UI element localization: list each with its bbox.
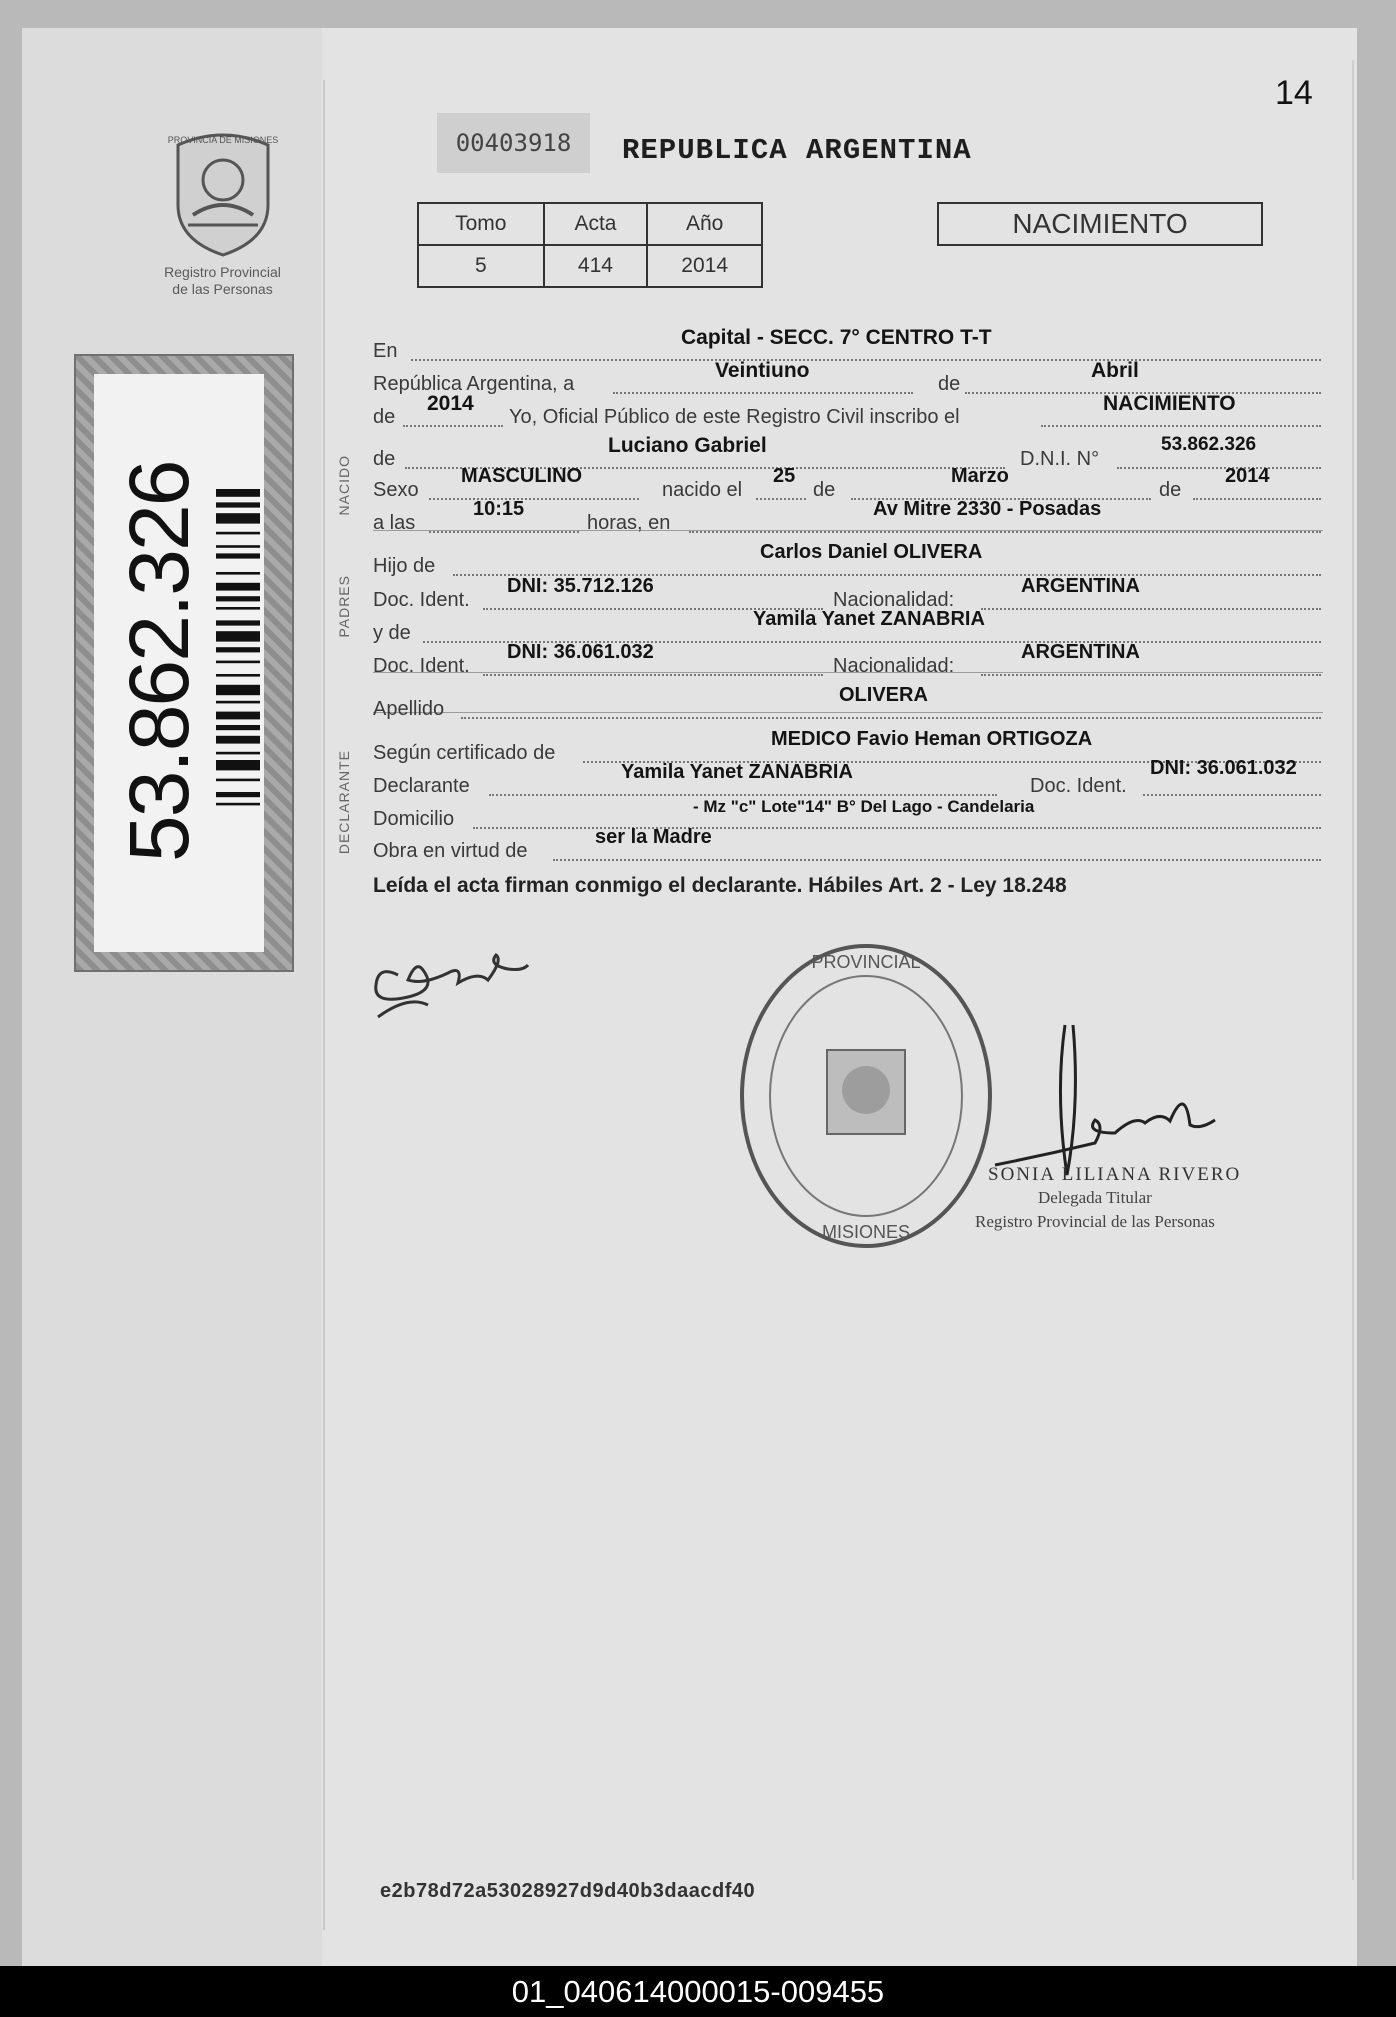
label-de: de	[373, 448, 396, 470]
label-de: de	[373, 406, 396, 428]
footer-id-bar	[0, 1966, 1396, 2017]
row-address	[373, 796, 1323, 830]
label-en: En	[373, 340, 398, 362]
label-obra: Obra en virtud de	[373, 840, 528, 862]
value-year: 2014	[427, 392, 474, 415]
label-de: de	[938, 373, 961, 395]
label-segun-certificado: Según certificado de	[373, 742, 556, 764]
svg-text:MISIONES: MISIONES	[821, 1222, 911, 1242]
row-time	[373, 500, 1323, 534]
label-y-de: y de	[373, 622, 411, 644]
dotted-line	[403, 425, 503, 427]
serial-number: 00403918	[437, 113, 590, 173]
right-margin-line	[1352, 60, 1354, 1880]
closing-statement: Leída el acta firman conmigo el declarante. Hábiles Art. 2 - Ley 18.248	[373, 874, 1067, 897]
side-label-declarante: DECLARANTE	[336, 750, 352, 855]
value-declarant-doc: DNI: 36.061.032	[1150, 757, 1297, 779]
label-hijo-de: Hijo de	[373, 555, 436, 577]
registry-label	[140, 264, 305, 298]
sticker-dni-number: 53.862.326	[112, 461, 206, 863]
dotted-line	[1041, 425, 1321, 427]
dotted-line	[689, 531, 1321, 533]
value-mother-name: Yamila Yanet ZANABRIA	[753, 608, 985, 630]
label-doc-ident: Doc. Ident.	[1030, 775, 1127, 797]
side-label-padres: PADRES	[336, 575, 352, 638]
label-de: de	[813, 479, 836, 501]
row-father	[373, 543, 1323, 577]
value-father-nationality: ARGENTINA	[1021, 575, 1140, 597]
official-seal-icon	[735, 940, 997, 1252]
official-registry: Registro Provincial de las Personas	[975, 1212, 1215, 1231]
value-certificate: MEDICO Favio Heman ORTIGOZA	[771, 728, 1093, 750]
value-acta-type: NACIMIENTO	[1103, 392, 1236, 415]
dotted-line	[553, 859, 1321, 861]
value-address: - Mz "c" Lote"14" B° Del Lago - Candelaria	[693, 797, 1035, 816]
row-father-doc	[373, 577, 1323, 611]
official-signature-icon	[985, 1015, 1225, 1180]
label-dni: D.N.I. N°	[1020, 448, 1100, 470]
value-child-name: Luciano Gabriel	[608, 434, 767, 457]
row-mother	[373, 610, 1323, 644]
record-table-header	[418, 203, 762, 245]
dotted-line	[483, 674, 823, 676]
header-tomo: Tomo	[418, 203, 544, 245]
label-nacionalidad: Nacionalidad:	[833, 655, 955, 677]
row-surname	[373, 686, 1323, 720]
value-day: Veintiuno	[715, 359, 810, 382]
province-crest-icon	[158, 125, 288, 260]
value-ano: 2014	[647, 245, 762, 287]
dotted-line	[429, 531, 579, 533]
value-mother-doc: DNI: 36.061.032	[507, 641, 654, 663]
dni-sticker-inner	[94, 374, 264, 952]
label-domicilio: Domicilio	[373, 808, 455, 830]
row-mother-doc	[373, 643, 1323, 677]
value-declarant: Yamila Yanet ZANABRIA	[621, 761, 853, 783]
row-declarant	[373, 757, 1323, 797]
row-sex	[373, 467, 1323, 501]
value-tomo: 5	[418, 245, 544, 287]
value-surname: OLIVERA	[839, 684, 928, 706]
label-nacido-el: nacido el	[662, 479, 743, 501]
header-ano: Año	[647, 203, 762, 245]
header-acta: Acta	[544, 203, 648, 245]
value-birth-place: Av Mitre 2330 - Posadas	[873, 498, 1102, 520]
label-sexo: Sexo	[373, 479, 419, 501]
value-birth-time: 10:15	[473, 498, 525, 520]
left-margin-strip	[22, 28, 322, 1966]
official-role: Delegada Titular	[1038, 1188, 1152, 1207]
document-type-box: NACIMIENTO	[937, 202, 1263, 246]
label-nacionalidad: Nacionalidad:	[833, 589, 955, 611]
barcode-icon	[216, 489, 260, 879]
page-number: 14	[1275, 74, 1313, 112]
value-place-registry: Capital - SECC. 7° CENTRO T-T	[681, 326, 992, 349]
registry-label-line1: Registro Provincial	[164, 264, 281, 280]
value-birth-year: 2014	[1225, 465, 1270, 487]
value-child-dni: 53.862.326	[1161, 434, 1257, 455]
official-name: SONIA LILIANA RIVERO	[988, 1164, 1242, 1185]
record-table-row	[418, 245, 762, 287]
document-hash: e2b78d72a53028927d9d40b3daacdf40	[380, 1880, 756, 1902]
row-obra	[373, 828, 1323, 862]
label-alas: a las	[373, 512, 416, 534]
svg-text:PROVINCIA DE MISIONES: PROVINCIA DE MISIONES	[167, 135, 279, 145]
row-year	[373, 394, 1323, 428]
registry-label-line2: de las Personas	[172, 281, 273, 297]
value-birth-month: Marzo	[951, 465, 1009, 487]
declarant-signature-icon	[368, 935, 533, 1025]
row-date	[373, 361, 1323, 395]
record-table	[417, 202, 763, 288]
label-de: de	[1159, 479, 1182, 501]
label-republica: República Argentina, a	[373, 373, 575, 395]
country-heading: REPUBLICA ARGENTINA	[622, 134, 972, 167]
svg-text:PROVINCIAL: PROVINCIAL	[811, 952, 921, 972]
value-sex: MASCULINO	[461, 465, 583, 487]
label-declarante: Declarante	[373, 775, 470, 797]
value-acta: 414	[544, 245, 648, 287]
label-horas-en: horas, en	[587, 512, 671, 534]
value-father-doc: DNI: 35.712.126	[507, 575, 654, 597]
value-obra: ser la Madre	[595, 826, 712, 848]
value-mother-nationality: ARGENTINA	[1021, 641, 1140, 663]
dotted-line	[461, 717, 1321, 719]
margin-line	[323, 80, 325, 1930]
value-father-name: Carlos Daniel OLIVERA	[760, 541, 983, 563]
value-birth-day: 25	[773, 465, 796, 487]
side-label-nacido: NACIDO	[336, 455, 352, 516]
footer-id: 01_040614000015-009455	[511, 1974, 885, 2009]
dni-sticker	[74, 354, 294, 972]
value-month: Abril	[1091, 359, 1139, 382]
label-doc-ident: Doc. Ident.	[373, 655, 470, 677]
label-oficial-text: Yo, Oficial Público de este Registro Civil inscribo el	[509, 406, 960, 428]
row-en	[373, 328, 1323, 362]
label-apellido: Apellido	[373, 698, 445, 720]
dotted-line	[981, 674, 1321, 676]
label-doc-ident: Doc. Ident.	[373, 589, 470, 611]
